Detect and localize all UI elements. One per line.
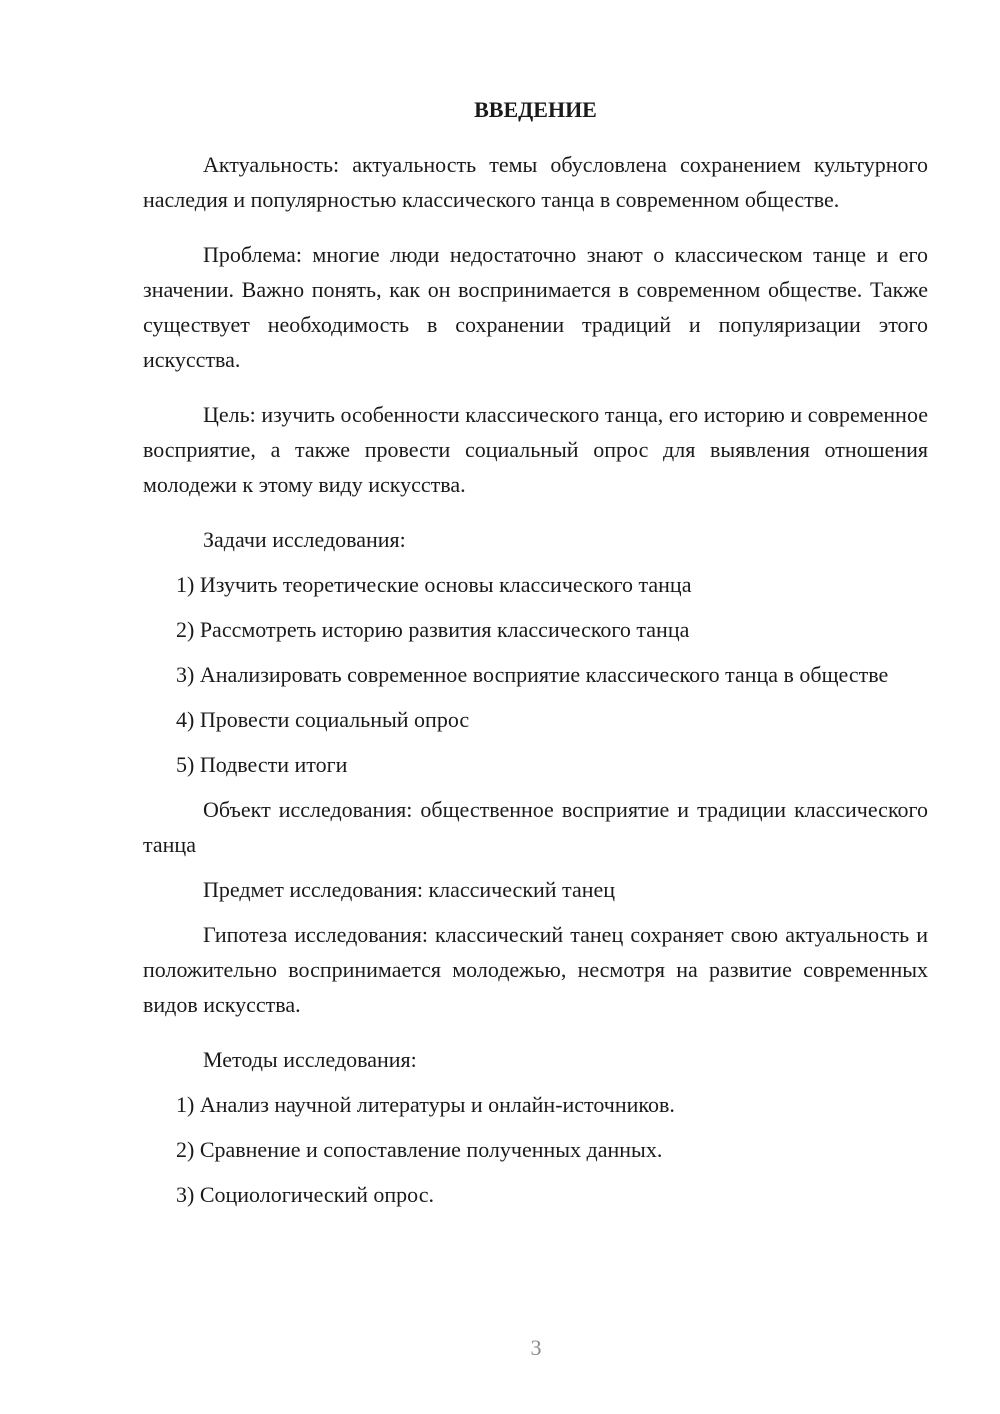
object-paragraph: Объект исследования: общественное восприятие и традиции классического танца [143, 797, 928, 857]
method-item: 1) Анализ научной литературы и онлайн-источников. [176, 1092, 675, 1117]
document-title: ВВЕДЕНИЕ [474, 97, 597, 122]
relevance-paragraph: Актуальность: актуальность темы обусловлена сохранением культурного наследия и популярностью классического танца в современном обществе. [143, 152, 928, 212]
problem-paragraph: Проблема: многие люди недостаточно знают о классическом танце и его значении. Важно понять, как он воспринимается в современном обществе. Также существует необходимость в сохранении традиций и популяризации этого искусства. [143, 242, 928, 372]
document-body [143, 92, 928, 1222]
hypothesis-paragraph: Гипотеза исследования: классический танец сохраняет свою актуальность и положительно воспринимается молодежью, несмотря на развитие современных видов искусства. [143, 922, 928, 1017]
method-item: 2) Сравнение и сопоставление полученных данных. [176, 1137, 663, 1162]
tasks-heading: Задачи исследования: [203, 527, 406, 552]
task-item: 2) Рассмотреть историю развития классического танца [176, 617, 690, 642]
methods-heading: Методы исследования: [203, 1047, 417, 1072]
subject-paragraph: Предмет исследования: классический танец [203, 877, 616, 902]
page-number: 3 [530, 1335, 542, 1360]
task-item: 3) Анализировать современное восприятие классического танца в обществе [176, 662, 889, 687]
task-item: 1) Изучить теоретические основы классического танца [176, 572, 692, 597]
tasks-list [143, 567, 928, 782]
goal-paragraph: Цель: изучить особенности классического танца, его историю и современное восприятие, а также провести социальный опрос для выявления отношения молодежи к этому виду искусства. [143, 402, 928, 497]
method-item: 3) Социологический опрос. [176, 1182, 434, 1207]
task-item: 5) Подвести итоги [176, 752, 348, 777]
methods-list [143, 1087, 928, 1212]
task-item: 4) Провести социальный опрос [176, 707, 470, 732]
